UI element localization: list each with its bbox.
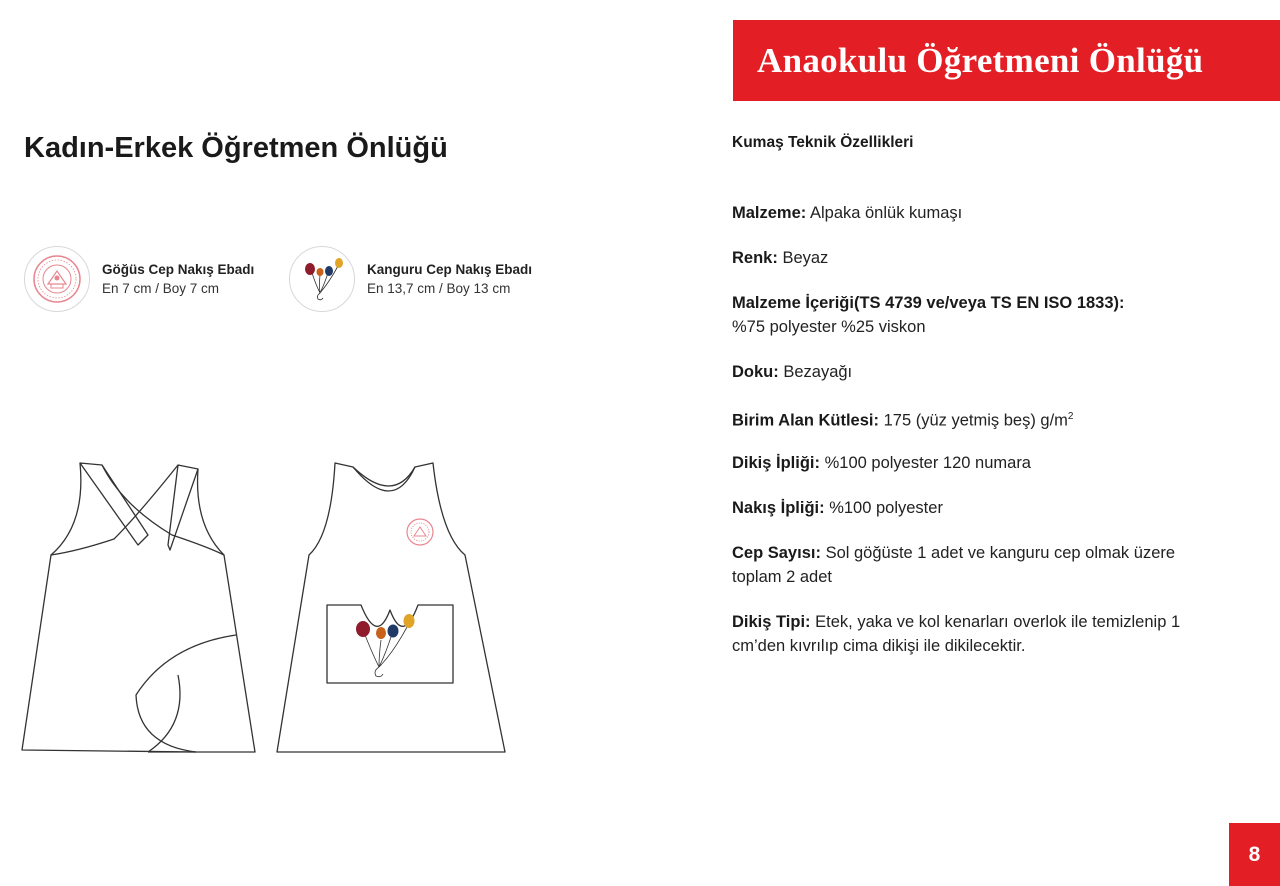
spec-unit-superscript: 2 xyxy=(1067,411,1074,422)
spec-value: Bezayağı xyxy=(783,363,853,381)
spec-weave xyxy=(732,360,1222,384)
spec-label: Malzeme: xyxy=(732,204,807,222)
spec-value: %75 polyester %25 viskon xyxy=(732,318,926,336)
page-number-label: 8 xyxy=(1248,842,1261,866)
spec-embroidery-thread xyxy=(732,496,1222,520)
spec-composition xyxy=(732,291,1222,339)
page-banner xyxy=(733,20,1280,101)
banner-title: Anaokulu Öğretmeni Önlüğü xyxy=(757,40,1204,80)
chest-emblem-icon xyxy=(407,519,433,545)
spec-label: Nakış İpliği: xyxy=(732,499,825,517)
spec-value: Alpaka önlük kumaşı xyxy=(809,204,963,222)
spec-value: Sol göğüste 1 adet ve kanguru cep olmak üzere toplam 2 adet xyxy=(732,544,1176,586)
page-title: Kadın-Erkek Öğretmen Önlüğü xyxy=(24,132,448,164)
spec-value: Etek, yaka ve kol kenarları overlok ile temizlenip 1 cm’den kıvrılıp cima dikişi ile dikilecektir. xyxy=(732,613,1181,655)
embroidery-size: En 7 cm / Boy 7 cm xyxy=(102,281,220,296)
spec-value: Beyaz xyxy=(782,249,829,267)
ministry-emblem-icon xyxy=(24,246,90,312)
spec-material xyxy=(732,201,1222,225)
spec-label: Dikiş İpliği: xyxy=(732,454,821,472)
spec-value: %100 polyester 120 numara xyxy=(824,454,1031,472)
embroidery-chest-pocket xyxy=(24,246,254,312)
spec-pocket-count xyxy=(732,541,1222,589)
pocket-balloons-icon xyxy=(356,614,415,677)
embroidery-title: Kanguru Cep Nakış Ebadı xyxy=(367,262,533,277)
spec-color xyxy=(732,246,1222,270)
spec-stitch-type xyxy=(732,610,1222,658)
embroidery-size: En 13,7 cm / Boy 13 cm xyxy=(367,281,511,296)
apron-back-view xyxy=(18,455,263,765)
specs-heading: Kumaş Teknik Özellikleri xyxy=(732,134,914,151)
spec-label: Cep Sayısı: xyxy=(732,544,821,562)
spec-mass-per-area xyxy=(732,405,1222,433)
spec-label: Dikiş Tipi: xyxy=(732,613,811,631)
spec-label: Doku: xyxy=(732,363,779,381)
spec-sewing-thread xyxy=(732,451,1222,475)
page-number xyxy=(1229,823,1280,886)
spec-label: Birim Alan Kütlesi: xyxy=(732,411,879,430)
spec-value: 175 (yüz yetmiş beş) g/m xyxy=(883,411,1068,430)
spec-value: %100 polyester xyxy=(829,499,943,517)
apron-front-view xyxy=(273,455,513,765)
embroidery-kangaroo-pocket xyxy=(289,246,532,312)
embroidery-title: Göğüs Cep Nakış Ebadı xyxy=(102,262,255,277)
spec-label: Renk: xyxy=(732,249,778,267)
balloons-icon xyxy=(289,246,355,312)
spec-label: Malzeme İçeriği(TS 4739 ve/veya TS EN ISO 1833): xyxy=(732,294,1125,312)
